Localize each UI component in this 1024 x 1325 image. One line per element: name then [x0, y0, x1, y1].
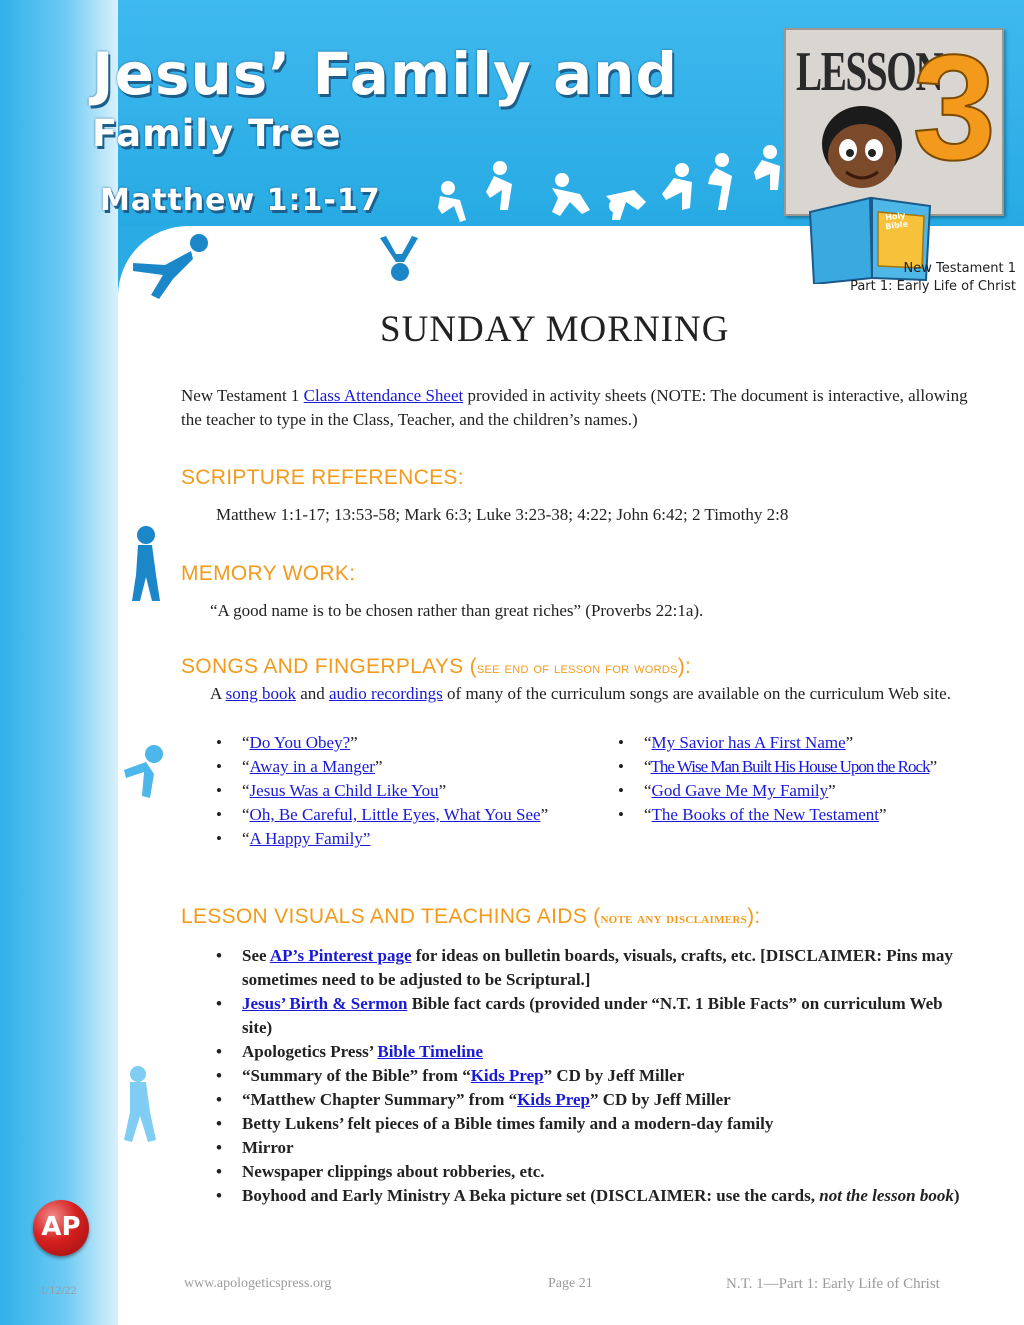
figure-silhouette-icon — [114, 740, 174, 810]
item-text: Betty Lukens’ felt pieces of a Bible times family and a modern-day family — [242, 1114, 774, 1133]
lesson-badge — [784, 23, 1004, 232]
kids-prep-link[interactable]: Kids Prep — [517, 1090, 591, 1109]
memory-heading: MEMORY WORK: — [181, 562, 356, 585]
item-text: Bible fact cards (provided under “N.T. 1 Bible Facts” on curriculum Web site) — [242, 994, 943, 1037]
visuals-heading-main: LESSON VISUALS AND TEACHING AIDS ( — [181, 905, 601, 928]
songs-heading — [181, 655, 691, 679]
attendance-text-before: New Testament 1 — [181, 386, 304, 405]
lesson-number: 3 — [912, 23, 996, 191]
attendance-text-after: provided in activity sheets (NOTE: The document is interactive, allowing the teacher to type in the Class, Teacher, and the children’s names.) — [181, 386, 968, 429]
footer-website[interactable]: www.apologeticspress.org — [184, 1276, 332, 1291]
item-text: Mirror — [242, 1138, 294, 1157]
lesson-title-line2: Family Tree — [92, 112, 342, 155]
item-emphasis: not the lesson book — [819, 1186, 954, 1205]
series-subtitle — [850, 260, 1016, 296]
songs-heading-main: SONGS AND FINGERPLAYS ( — [181, 655, 477, 678]
child-reading-bible-illustration — [800, 100, 970, 284]
apologetics-press-logo — [33, 1200, 89, 1256]
figure-silhouette-icon — [112, 1060, 162, 1150]
item-text: Boyhood and Early Ministry A Beka picture set (DISCLAIMER: use the cards, — [242, 1186, 820, 1205]
list-item — [210, 1160, 960, 1184]
item-text: “Summary of the Bible” from “ — [242, 1066, 471, 1085]
song-link[interactable]: Oh, Be Careful, Little Eyes, What You See — [249, 805, 541, 824]
scripture-heading: SCRIPTURE REFERENCES: — [181, 466, 464, 489]
pinterest-link[interactable]: AP’s Pinterest page — [269, 946, 412, 965]
lesson-title-line1: Jesus’ Family and — [92, 40, 678, 108]
item-text: Apologetics Press’ — [242, 1042, 378, 1061]
bible-fact-cards-link[interactable]: Jesus’ Birth & Sermon — [242, 994, 408, 1013]
section-title: SUNDAY MORNING — [380, 309, 730, 350]
series-line1: New Testament 1 — [903, 261, 1016, 276]
list-item — [210, 1136, 960, 1160]
figure-silhouette-icon — [370, 232, 430, 292]
list-item — [210, 1184, 960, 1208]
song-link[interactable]: Do You Obey? — [249, 733, 351, 752]
songs-list-right — [612, 731, 972, 827]
scripture-text: Matthew 1:1-17; 13:53-58; Mark 6:3; Luke 3:23-38; 4:22; John 6:42; 2 Timothy 2:8 — [216, 505, 789, 524]
list-item — [210, 1064, 960, 1088]
songs-intro-b: and — [295, 684, 330, 703]
visuals-heading — [181, 905, 761, 929]
song-link[interactable]: Away in a Manger — [249, 757, 375, 776]
songs-heading-close: ): — [677, 655, 692, 678]
list-item — [210, 992, 960, 1040]
audio-recordings-link[interactable]: audio recordings — [329, 684, 443, 703]
attendance-paragraph — [181, 384, 971, 432]
book-title: Holy Bible — [884, 210, 909, 232]
visuals-heading-note: note any disclaimers — [600, 910, 748, 927]
figure-silhouette-icon — [115, 225, 235, 305]
song-link[interactable]: A Happy Family” — [249, 829, 371, 848]
attendance-sheet-link[interactable]: Class Attendance Sheet — [303, 386, 464, 405]
item-text: Newspaper clippings about robberies, etc. — [242, 1162, 545, 1181]
list-item: • “The Books of the New Testament” — [612, 803, 972, 827]
item-text: for ideas on bulletin boards, visuals, crafts, etc. [DISCLAIMER: Pins may sometimes need to be adjusted to be Scriptural.] — [242, 946, 953, 989]
song-link[interactable]: Jesus Was a Child Like You — [249, 781, 439, 800]
songs-intro-c: of many of the curriculum songs are available on the curriculum Web site. — [442, 684, 951, 703]
logo-text: AP — [41, 1212, 81, 1242]
item-text: “Matthew Chapter Summary” from “ — [242, 1090, 518, 1109]
list-item: • “Do You Obey?” — [210, 731, 570, 755]
footer-date: 1/12/22 — [40, 1283, 77, 1297]
list-item: • “Away in a Manger” — [210, 755, 570, 779]
songs-heading-note: see end of lesson for words — [476, 660, 678, 677]
songs-list-left — [210, 731, 570, 851]
song-book-link[interactable]: song book — [225, 684, 296, 703]
visuals-heading-close: ): — [747, 905, 761, 928]
bible-timeline-link[interactable]: Bible Timeline — [377, 1042, 483, 1061]
list-item — [210, 1040, 960, 1064]
list-item: • “Jesus Was a Child Like You” — [210, 779, 570, 803]
kids-prep-link[interactable]: Kids Prep — [470, 1066, 544, 1085]
footer-series: N.T. 1—Part 1: Early Life of Christ — [726, 1276, 940, 1292]
list-item — [210, 944, 960, 992]
song-link[interactable]: My Savior has A First Name — [651, 733, 846, 752]
list-item: • “My Savior has A First Name” — [612, 731, 972, 755]
song-link[interactable]: The Wise Man Built His House Upon the Rock — [650, 757, 930, 776]
songs-intro — [210, 682, 960, 706]
series-line2: Part 1: Early Life of Christ — [850, 279, 1016, 294]
item-text: ” CD by Jeff Miller — [543, 1066, 685, 1085]
scripture-title: Matthew 1:1-17 — [100, 183, 381, 218]
memory-text: “A good name is to be chosen rather than great riches” (Proverbs 22:1a). — [210, 601, 704, 620]
list-item — [210, 1088, 960, 1112]
list-item: • “Oh, Be Careful, Little Eyes, What You See” — [210, 803, 570, 827]
list-item: • “The Wise Man Built His House Upon the Rock” — [612, 755, 972, 779]
songs-intro-a: A — [210, 684, 226, 703]
list-item: • “God Gave Me My Family” — [612, 779, 972, 803]
list-item — [210, 1112, 960, 1136]
item-text: ) — [953, 1186, 960, 1205]
children-silhouettes-illustration — [420, 140, 800, 230]
lesson-word: LESSON — [796, 41, 943, 103]
item-text: See — [242, 946, 270, 965]
footer-page-number: Page 21 — [548, 1276, 593, 1291]
list-item: • “A Happy Family” — [210, 827, 570, 851]
song-link[interactable]: The Books of the New Testament — [651, 805, 880, 824]
song-link[interactable]: God Gave Me My Family — [651, 781, 829, 800]
visuals-list — [210, 944, 960, 1208]
figure-silhouette-icon — [116, 515, 166, 605]
item-text: ” CD by Jeff Miller — [590, 1090, 731, 1109]
